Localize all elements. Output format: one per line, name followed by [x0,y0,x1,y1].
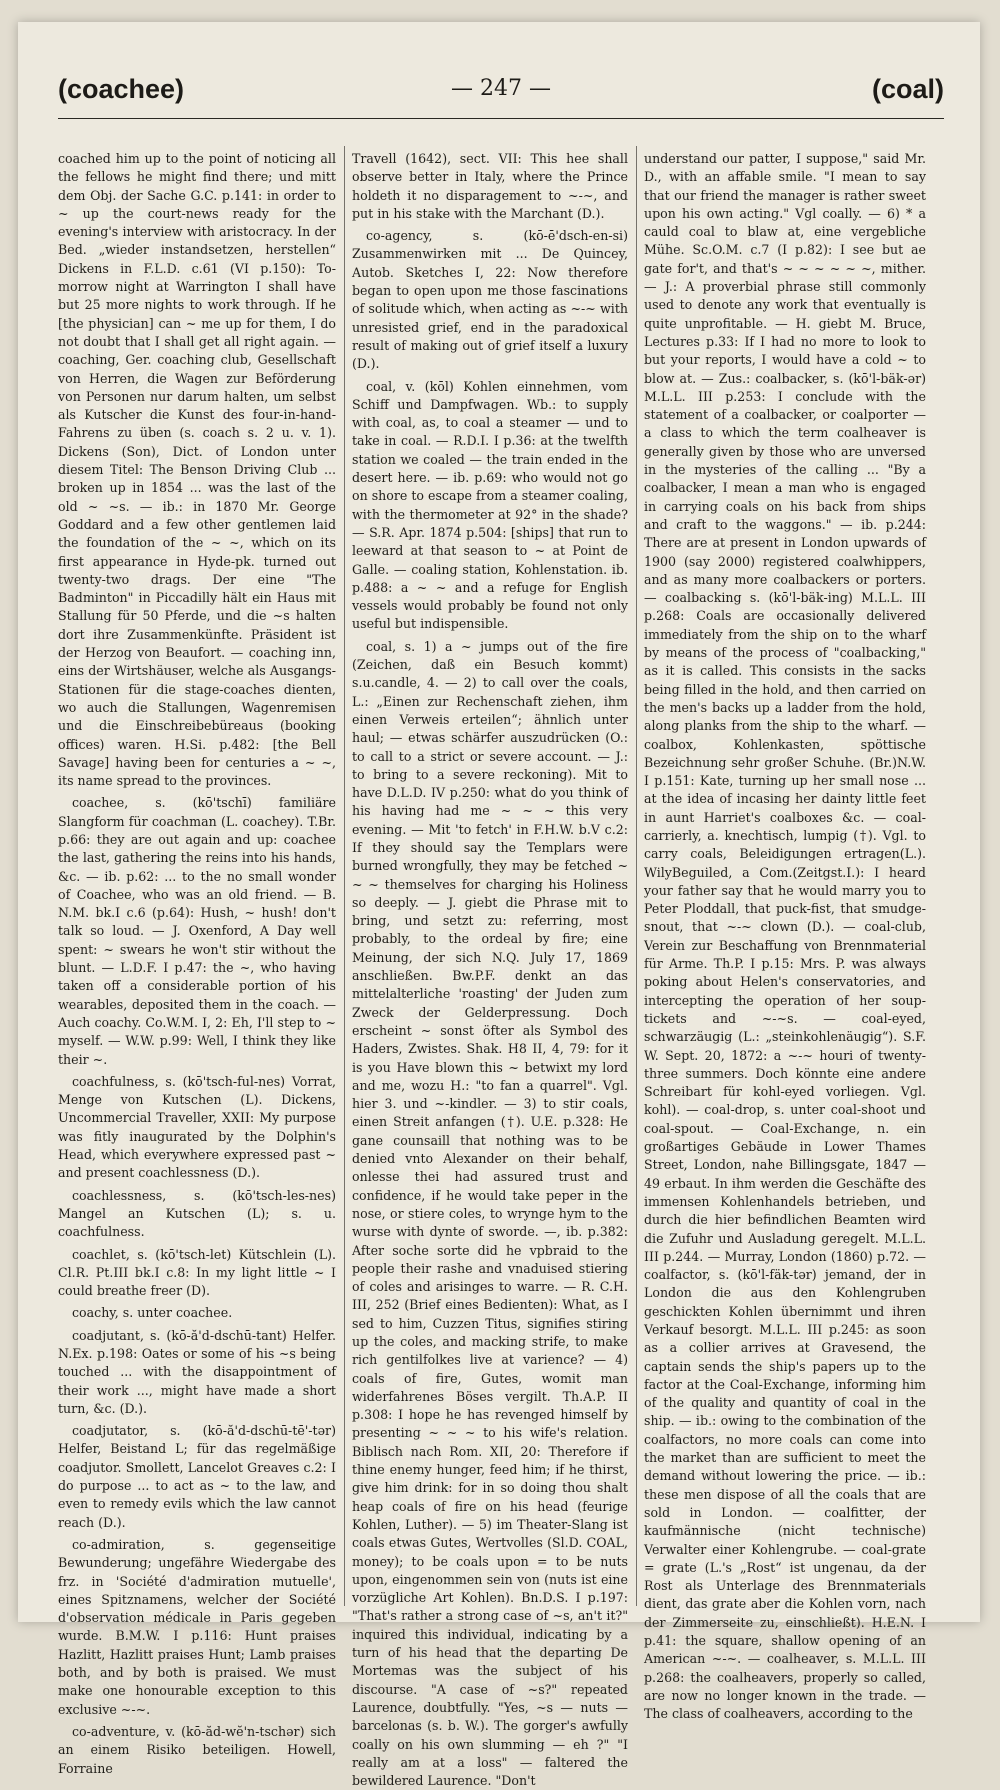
dictionary-entry: coachy, s. unter coachee. [72,1305,233,1321]
column-divider [636,146,637,1606]
dictionary-entry: understand our patter, I suppose," said Mr. D., with an affable smile. "I mean to say that our friend the manager is rather sweet upon his own acting." Vgl coally. — 6) * a cauld coal to blaw at, eine vergebliche Mühe. Sc.O.M. c.7 (I p.82): I see but ae gate for't, and that's ~ ~ ~ ~ ~ ~, mither. — J.: A proverbial phrase still commonly used to denote any work that eventually is quite unprofitable. — H. giebt M. Bruce, Lectures p.33: If I had no more to look to but your reports, I would have a cold ~ to blow at. — Zus.: coalbacker, s. (kō'l-bäk-ər) M.L.L. III p.253: I conclude with the statement of a coalbacker, or coalporter — a class to which the term coalheaver is generally given by those who are unversed in the mysteries of the calling ... "By a coalbacker, I mean a man who is engaged in carrying coals on his back from ships and craft to the waggons." — ib. p.244: There are at present in London upwards of 1900 (say 2000) registered coalwhippers, and as many more coalbackers or porters. — coalbacking s. (kō'l-bäk-ing) M.L.L. III p.268: Coals are occasionally delivered immediately from the ship on to the wharf by means of the process of "coalbacking," as it is called. This consists in the sacks being filled in the hold, and then carried on the men's backs up a ladder from the hold, along planks from the ship to the wharf. — coalbox, Kohlenkasten, spöttische Bezeichnung sehr großer Schuhe. (Br.)N.W. I p.151: Kate, turning up her small nose ... at the idea of incasing her dainty little feet in aunt Harriet's coalboxes &c. — coal-carrierly, a. knechtisch, lumpig (†). Vgl. to carry coals, Beleidigungen ertragen(L.). WilyBeguiled, a Com.(Zeitgst.I.): I heard your father say that he would marry you to Peter Ploddall, that puck-fist, that smudge-snout, that ~-~ clown (D.). — coal-club, Verein zur Beschaffung von Brennmaterial für Arme. Th.P. I p.15: Mrs. P. was always poking about Helen's conservatories, and intercepting the operation of her soup-tickets and ~-~s. — coal-eyed, schwarzäugig (L.: „steinkohlenäugig“). S.F. W. Sept. 20, 1872: a ~-~ houri of twenty-three summers. Doch könnte eine andere Schreibart für kohl-eyed vorliegen. Vgl. kohl). — coal-drop, s. unter coal-shoot und coal-spout. — Coal-Exchange, n. ein großartiges Gebäude in Lower Thames Street, London, nahe Billingsgate, 1847 — 49 erbaut. In ihm werden die Geschäfte des immensen Kohlenhandels betrieben, und durch die hier befindlichen Beamten wird die Zufuhr und Ausladung geregelt. M.L.L. III p.244. — Murray, London (1860) p.72. — coalfactor, s. (kō'l-fäk-tər) jemand, der in London die aus den Kohlengruben geschickten Kohlen übernimmt und ihren Verkauf besorgt. M.L.L. III p.245: as soon as a collier arrives at Gravesend, the captain sends the ship's papers up to the factor at the Coal-Exchange, informing him of the quality and quantity of coal in the ship. — ib.: owing to the combination of the coalfactors, no more coals can come into the market than are sufficient to meet the demand without lowering the price. — ib.: these men dispose of all the coals that are sold in London. — coalfitter, der kaufmännische (nicht technische) Verwalter einer Kohlengrube. — coal-grate = grate (L.'s „Rost“ ist ungenau, da der Rost als Unterlage des Brennmaterials dient, das grate aber die Kohlen vorn, nach der Zimmerseite zu, einschließt). H.E.N. I p.41: the square, shallow opening of an American ~-~. — coalheaver, s. M.L.L. III p.268: the coalheavers, properly so called, are now no longer known in the trade. — The class of coalheavers, according to the [644,151,926,1722]
dictionary-entry: coadjutator, s. (kō-ă'd-dschū-tē'-tər) Helfer, Beistand L; für das regelmäßige coadjutor. Smollett, Lancelot Greaves c.2: I do purpose ... to act as ~ to the law, and even to remedy evils which the law cannot reach (D.). [58,1423,336,1530]
dictionary-entry: coachlessness, s. (kō'tsch-les-nes) Mangel an Kutschen (L); s. u. coachfulness. [58,1187,336,1240]
column-3 [644,150,926,1722]
column-1 [58,150,336,1776]
header-rule [58,118,944,119]
dictionary-entry: coachfulness, s. (kō'tsch-ful-nes) Vorrat, Menge von Kutschen (L). Dickens, Uncommercial Traveller, XXII: My purpose was fitly inaugurated by the Dolphin's Head, which everywhere expressed past ~ and present coachlessness (D.). [58,1073,336,1181]
scanned-page [18,22,980,1789]
left-guide-word: (coachee) [58,74,185,104]
dictionary-entry: coachlet, s. (kō'tsch-let) Kütschlein (L). Cl.R. Pt.III bk.I c.8: In my light little ~ I could breathe freer (D). [58,1246,336,1299]
dictionary-entry: coal, v. (kōl) Kohlen einnehmen, vom Schiff und Dampfwagen. Wb.: to supply with coal, as, to coal a steamer — und to take in coal. — R.D.I. I p.36: at the twelfth station we coaled — the train ended in the desert here. — ib. p.69: who would not go on shore to escape from a steamer coaling, with the thermometer at 92° in the shade? — S.R. Apr. 1874 p.504: [ships] that run to leeward at that season to ~ at Point de Galle. — coaling station, Kohlenstation. ib. p.488: a ~ ~ and a refuge for English vessels would probably be found not only useful but indispensible. [352,378,628,632]
page-number: — 247 — [451,76,551,101]
page-header [58,74,944,124]
column-2 [352,150,628,1789]
dictionary-entry: coachee, s. (kō'tschī) familiäre Slangform für coachman (L. coachey). T.Br. p.66: they are out again and up: coachee the last, gathering the reins into his hands, &c. — ib. p.62: ... to the no small wonder of Coachee, who was an old friend. — B. N.M. bk.I c.6 (p.64): Hush, ~ hush! don't talk so loud. — J. Oxenford, A Day well spent: ~ swears he won't stir without the blunt. — L.D.F. I p.47: the ~, who having taken off a considerable portion of his wearables, deposited them in the coach. — Auch coachy. Co.W.M. I, 2: Eh, I'll step to ~ myself. — W.W. p.99: Well, I think they like their ~. [58,795,336,1067]
dictionary-entry: coal, s. 1) a ~ jumps out of the fire (Zeichen, daß ein Besuch kommt) s.u.candle, 4. — 2) to call over the coals, L.: „Einen zur Rechenschaft ziehen, ihm einen Verweis erteilen“; ähnlich unter haul; — etwas schärfer auszudrücken (O.: to call to a strict or severe account. — J.: to bring to a severe reckoning). Mit to have D.L.D. IV p.250: what do you think of his having had me ~ ~ ~ this very evening. — Mit 'to fetch' in F.H.W. b.V c.2: If they should say the Templars were burned wrongfully, they may be fetched ~ ~ ~ themselves for charging his Holiness so deeply. — J. giebt die Phrase mit to bring, und setzt zu: referring, most probably, to the ordeal by fire; eine Meinung, der sich N.Q. July 17, 1869 anschließen. Bw.P.F. denkt an das mittelalterliche 'roasting' der Juden zum Zweck der Gelderpressung. Doch erscheint ~ sonst öfter als Symbol des Haders, Zwistes. Shak. H8 II, 4, 79: for it is you Have blown this ~ betwixt my lord and me, wozu H.: "to fan a quarrel". Vgl. hier 3. und ~-kindler. — 3) to stir coals, einen Streit anfangen (†). U.E. p.328: He gane counsaill that nothing was to be denied vnto Alexander on their behalf, onlesse thei had assured trust and confidence, if he would take peper in the nose, or stiere coles, to wrynge hym to the wurse with dynte of sworde. —, ib. p.382: After soche sorte did he vpbraid to the people their rashe and vnaduised stiering of coles and arisinges to warre. — R. C.H. III, 252 (Brief eines Bedienten): What, as I sed to him, Cuzzen Titus, signifies stiring up the coles, and macking strife, to make rich gentilfolkes live at varience? — 4) coals of fire, Gutes, womit man widerfahrenes Böses vergilt. Th.A.P. II p.308: I hope he has revenged himself by presenting ~ ~ ~ to his wife's relation. Biblisch nach Rom. XII, 20: Therefore if thine enemy hunger, feed him; if he thirst, give him drink: for in so doing thou shalt heap coals of fire on his head (feurige Kohlen, Luther). — 5) im Theater-Slang ist coals etwas Gutes, Wertvolles (Sl.D. COAL, money); to be coals upon = to be nuts upon, eingenommen sein von (nuts ist eine vorzügliche Art Kohlen). Bn.D.S. I p.197: "That's rather a strong case of ~s, an't it?" inquired this individual, indicating by a turn of his head that the departing De Mortemas was the subject of his discourse. "A case of ~s?" repeated Laurence, doubtfully. "Yes, ~s — nuts — barcelonas (s. b. W.). The gorger's awfully coally on his own slumming — eh ?" "I really am at a loss" — faltered the bewildered Laurence. "Don't [352,638,628,1789]
dictionary-entry: Travell (1642), sect. VII: This hee shall observe better in Italy, where the Prince holdeth it no disparagement to ~-~, and put in his stake with the Marchant (D.). [352,151,628,221]
dictionary-entry: co-agency, s. (kō-ē'dsch-en-si) Zusammenwirken mit ... De Quincey, Autob. Sketches I, 22: Now therefore began to open upon me those fascinations of solitude which, when acting as ~-~ with unresisted grief, end in the paradoxical result of making out of grief itself a luxury (D.). [352,228,628,372]
right-guide-word: (coal) [871,74,944,104]
column-divider [344,146,345,1606]
dictionary-entry: co-admiration, s. gegenseitige Bewunderung; ungefähre Wiedergabe des frz. in 'Société d'admiration mutuelle', eines Spitznamens, welcher der Société d'observation médicale in Paris gegeben wurde. B.M.W. I p.116: Hunt praises Hazlitt, Hazlitt praises Hunt; Lamb praises both, and by both is praised. We must make one honourable exception to this exclusive ~-~. [58,1536,336,1717]
dictionary-entry: coached him up to the point of noticing all the fellows he might find there; und mitt dem Obj. der Sache G.C. p.141: in order to ~ up the court-news ready for the evening's interview with aristocracy. In der Bed. „wieder instandsetzen, herstellen“ Dickens in F.L.D. c.61 (VI p.150): To-morrow night at Warrington I shall have but 25 more nights to work through. If he [the physician] can ~ me up for them, I do not doubt that I shall get all right again. — coaching, Ger. coaching club, Gesellschaft von Herren, die Wagen zur Beförderung von Personen nur darum halten, um selbst als Kutscher die Kunst des four-in-hand-Fahrens zu üben (s. coach s. 2 u. v. 1). Dickens (Son), Dict. of London unter diesem Titel: The Benson Driving Club ... broken up in 1854 ... was the last of the old ~ ~s. — ib.: in 1870 Mr. George Goddard and a few other gentlemen laid the foundation of the ~ ~, which on its first appearance in Hyde-pk. turned out twenty-two drags. Der eine "The Badminton" in Piccadilly hält ein Haus mit Stallung für 50 Pferde, und die ~s halten dort ihre Zusammenkünfte. Präsident ist der Herzog von Beaufort. — coaching inn, eins der Wirtshäuser, welche als Ausgangs-Stationen für die stage-coaches dienten, wo auch die Stallungen, Wagenremisen und die Einschreibebüreaus (booking offices) waren. H.Si. p.482: [the Bell Savage] having been for centuries a ~ ~, its name spread to the provinces. [58,151,336,789]
dictionary-entry: coadjutant, s. (kō-ă'd-dschū-tant) Helfer. N.Ex. p.198: Oates or some of his ~s being touched ... with the disappointment of their work ..., might have made a short turn, &c. (D.). [58,1327,336,1416]
dictionary-entry: co-adventure, v. (kō-ăd-wĕ'n-tschər) sich an einem Risiko beteiligen. Howell, Forraine [58,1723,336,1776]
